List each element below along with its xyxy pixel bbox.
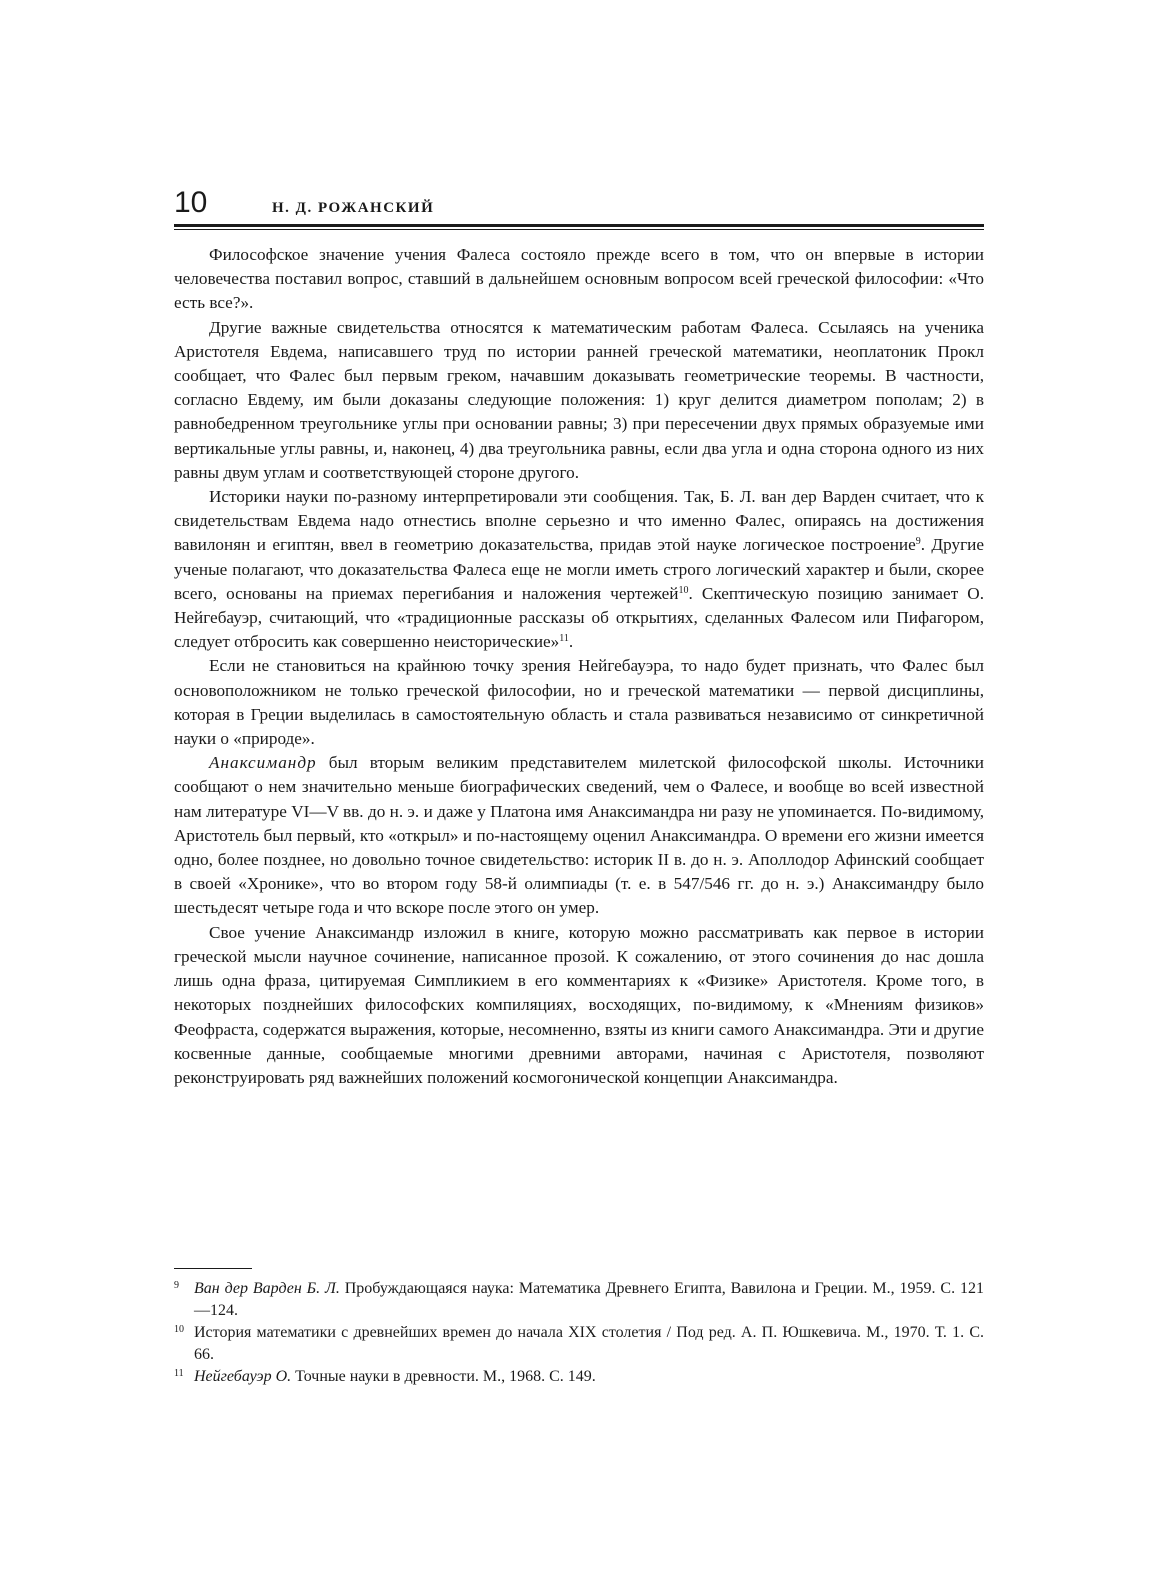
- paragraph-5-text: был вторым великим представителем милетской философской школы. Источники сообщают о нем значительно меньше биографических сведений, чем о Фалесе, и вообще во всей известной нам литературе VI—V вв. до н. э. и даже у Платона имя Анаксимандра ни разу не упоминается. По-видимому, Аристотель был первый, кто «открыл» и по-настоящему оценил Анаксимандра. О времени его жизни имеется одно, более позднее, но довольно точное свидетельство: историк II в. до н. э. Аполлодор Афинский сообщает в своей «Хронике», что во втором году 58-й олимпиады (т. е. в 547/546 гг. до н. э.) Анаксимандру было шестьдесят четыре года и что вскоре после этого он умер.: [174, 753, 984, 918]
- paragraph-3-part-c: . Скептическую позицию занимает О. Нейгебауэр, считающий, что «традиционные рассказы об открытиях, сделанных Фалесом или Пифагором, следует отбросить как совершенно неисторические»: [174, 583, 984, 652]
- footnote-text: Точные науки в древности. М., 1968. С. 149.: [291, 1368, 596, 1385]
- body-text: [174, 243, 984, 1090]
- paragraph-3-part-b: . Другие ученые полагают, что доказательства Фалеса еще не могли иметь строго логический характер и были, скорее всего, основаны на приемах перегибания и наложения чертежей: [174, 535, 984, 603]
- paragraph-5-lead: Анаксимандр: [209, 753, 317, 773]
- paragraph-1: Философское значение учения Фалеса состояло прежде всего в том, что он впервые в истории человечества поставил вопрос, ставший в дальнейшем основным вопросом всей греческой философии: «Что есть все?».: [174, 245, 984, 313]
- footnote-9: [174, 1278, 984, 1322]
- footnote-text: Пробуждающаяся наука: Математика Древнего Египта, Вавилона и Греции. М., 1959. С. 121—124.: [194, 1280, 985, 1319]
- running-title: Н. Д. РОЖАНСКИЙ: [272, 200, 435, 216]
- page-number: 10: [174, 186, 208, 219]
- footnote-author: Нейгебауэр О.: [194, 1368, 292, 1385]
- footnote-mark: 9: [174, 1280, 179, 1291]
- footnote-mark: 11: [174, 1368, 184, 1379]
- footnote-11: [174, 1366, 984, 1388]
- paragraph-3-part-d: .: [568, 632, 574, 652]
- paragraph-5: [174, 751, 984, 920]
- footnote-rule: [174, 1268, 252, 1269]
- header-rule-thin: [174, 229, 984, 230]
- running-head: [174, 186, 984, 230]
- footnote-ref-11[interactable]: 11: [559, 633, 569, 645]
- footnote-ref-10[interactable]: 10: [678, 584, 689, 596]
- footnotes: [174, 1278, 984, 1388]
- header-rule-thick: [174, 224, 984, 227]
- paragraph-4: Если не становиться на крайнюю точку зрения Нейгебауэра, то надо будет признать, что Фалес был основоположником не только греческой философии, но и греческой математики — первой дисциплины, которая в Греции выделилась в самостоятельную область и стала развиваться независимо от синкретичной науки о «природе».: [174, 656, 984, 749]
- footnote-author: Ван дер Варден Б. Л.: [194, 1280, 340, 1297]
- paragraph-3-part-a: Историки науки по-разному интерпретировали эти сообщения. Так, Б. Л. ван дер Варден считает, что к свидетельствам Евдема надо отнестись вполне серьезно и что именно Фалес, опираясь на достижения вавилонян и египтян, ввел в геометрию доказательства, придав этой науке логическое построение: [174, 487, 984, 555]
- paragraph-6: Свое учение Анаксимандр изложил в книге, которую можно рассматривать как первое в истории греческой мысли научное сочинение, написанное прозой. К сожалению, от этого сочинения до нас дошла лишь одна фраза, цитируемая Симпликием в его комментариях к «Физике» Аристотеля. Кроме того, в некоторых позднейших философских компиляциях, восходящих, по-видимому, к «Мнениям физиков» Феофраста, содержатся выражения, которые, несомненно, взяты из книги самого Анаксимандра. Эти и другие косвенные данные, сообщаемые многими древними авторами, начиная с Аристотеля, позволяют реконструировать ряд важнейших положений космогонической концепции Анаксимандра.: [174, 922, 984, 1087]
- footnote-ref-9[interactable]: 9: [915, 536, 921, 548]
- paragraph-2: Другие важные свидетельства относятся к математическим работам Фалеса. Ссылаясь на ученика Аристотеля Евдема, написавшего труд по истории ранней греческой математики, неоплатоник Прокл сообщает, что Фалес был первым греком, начавшим доказывать геометрические теоремы. В частности, согласно Евдему, им были доказаны следующие положения: 1) круг делится диаметром пополам; 2) в равнобедренном треугольнике углы при основании равны; 3) при пересечении двух прямых образуемые ими вертикальные углы равны, и, наконец, 4) два треугольника равны, если два угла и одна сторона одного из них равны двум углам и соответствующей стороне другого.: [174, 317, 984, 482]
- footnote-10: [174, 1322, 984, 1366]
- footnote-text: История математики с древнейших времен до начала XIX столетия / Под ред. А. П. Юшкевича. М., 1970. Т. 1. С. 66.: [194, 1324, 984, 1363]
- footnote-mark: 10: [174, 1324, 184, 1335]
- paragraph-3: [174, 485, 984, 654]
